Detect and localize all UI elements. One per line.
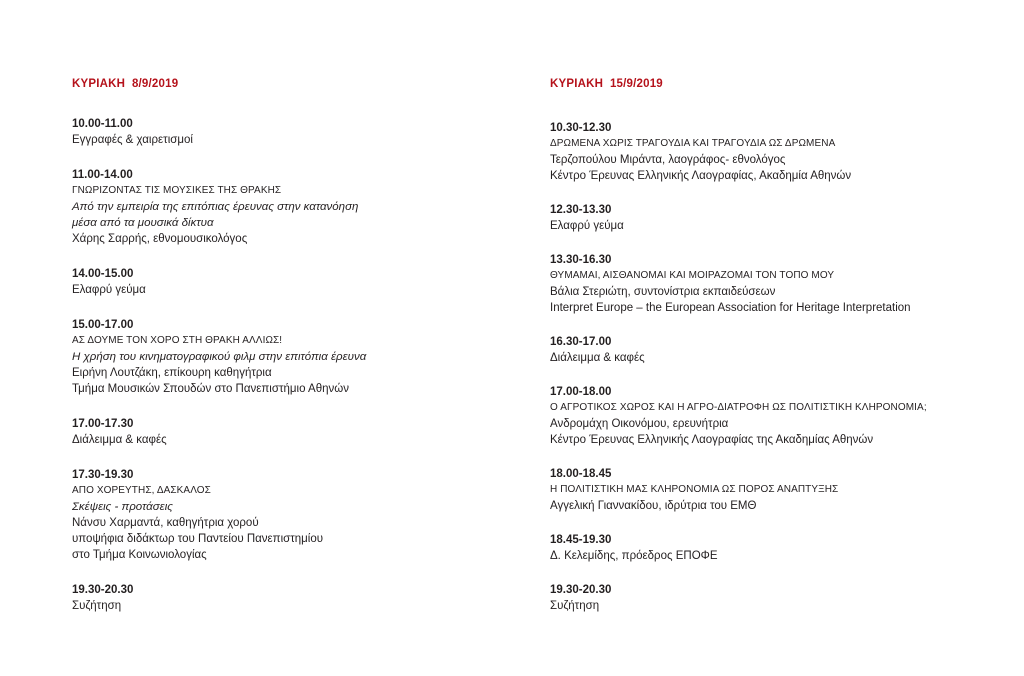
session-time: 10.00-11.00 [72,118,133,130]
session-block [550,582,990,614]
session-text: Δ. Κελεμίδης, πρόεδρος ΕΠΟΦΕ [550,550,718,562]
session-time: 12.30-13.30 [550,204,612,216]
session-time: 16.30-17.00 [550,336,612,348]
session-text: Ειρήνη Λουτζάκη, επίκουρη καθηγήτρια [72,367,272,379]
session-time: 18.00-18.45 [550,468,612,480]
session-block [550,384,990,448]
session-subtitle: Η χρήση του κινηματογραφικού φιλμ στην επιτόπια έρευνα [72,351,367,363]
session-time: 19.30-20.30 [72,584,134,596]
session-text: Εγγραφές & χαιρετισμοί [72,134,193,146]
session-block [550,252,990,316]
session-subtitle: Από την εμπειρία της επιτόπιας έρευνας στην κατανόηση [72,201,359,213]
session-text: Interpret Europe – the European Association for Heritage Interpretation [550,302,911,314]
day-title: ΚΥΡΙΑΚΗ 8/9/2019 [72,78,179,90]
session-text: Διάλειμμα & καφές [72,434,167,446]
session-block [550,334,990,366]
session-heading: Η ΠΟΛΙΤΙΣΤΙΚΗ ΜΑΣ ΚΛΗΡΟΝΟΜΙΑ ΩΣ ΠΟΡΟΣ ΑΝΑΠΤΥΞΗΣ [550,484,839,495]
session-heading: ΘΥΜΑΜΑΙ, ΑΙΣΘΑΝΟΜΑΙ ΚΑΙ ΜΟΙΡΑΖΟΜΑΙ ΤΟΝ ΤΟΠΟ ΜΟΥ [550,270,835,281]
session-text: Ελαφρύ γεύμα [72,284,146,296]
session-heading: ΔΡΩΜΕΝΑ ΧΩΡΙΣ ΤΡΑΓΟΥΔΙΑ ΚΑΙ ΤΡΑΓΟΥΔΙΑ ΩΣ ΔΡΩΜΕΝΑ [550,138,836,149]
session-heading: ΑΠΟ ΧΟΡΕΥΤΗΣ, ΔΑΣΚΑΛΟΣ [72,485,211,496]
session-block [72,116,492,148]
session-text: Ανδρομάχη Οικονόμου, ερευνήτρια [550,418,729,430]
session-block [72,416,492,448]
session-block [550,120,990,184]
session-text: Βάλια Στεριώτη, συντονίστρια εκπαιδεύσεων [550,286,776,298]
session-heading: Ο ΑΓΡΟΤΙΚΟΣ ΧΩΡΟΣ ΚΑΙ Η ΑΓΡΟ-ΔΙΑΤΡΟΦΗ ΩΣ ΠΟΛΙΤΙΣΤΙΚΗ ΚΛΗΡΟΝΟΜΙΑ; [550,402,927,413]
session-text: Συζήτηση [72,600,122,612]
session-list [550,120,990,614]
session-block [550,532,990,564]
session-text: Νάνσυ Χαρμαντά, καθηγήτρια χορού [72,517,259,529]
session-text: Αγγελική Γιαννακίδου, ιδρύτρια του ΕΜΘ [550,500,757,512]
session-time: 19.30-20.30 [550,584,612,596]
session-heading: ΓΝΩΡΙΖΟΝΤΑΣ ΤΙΣ ΜΟΥΣΙΚΕΣ ΤΗΣ ΘΡΑΚΗΣ [72,185,282,196]
session-block [550,466,990,514]
session-time: 13.30-16.30 [550,254,612,266]
session-block [72,266,492,298]
session-text: Κέντρο Έρευνας Ελληνικής Λαογραφίας της Ακαδημίας Αθηνών [550,434,874,446]
session-list [72,116,492,614]
session-time: 11.00-14.00 [72,169,133,181]
session-block [550,202,990,234]
program-column-left [72,78,492,633]
session-text: Διάλειμμα & καφές [550,352,645,364]
session-text: Συζήτηση [550,600,600,612]
session-text: στο Τμήμα Κοινωνιολογίας [72,549,207,561]
session-time: 18.45-19.30 [550,534,612,546]
session-block [72,317,492,397]
session-text: Τμήμα Μουσικών Σπουδών στο Πανεπιστήμιο Αθηνών [72,383,349,395]
day-title: ΚΥΡΙΑΚΗ 15/9/2019 [550,78,663,90]
session-block [72,167,492,247]
session-text: υποψήφια διδάκτωρ του Παντείου Πανεπιστημίου [72,533,324,545]
session-text: Κέντρο Έρευνας Ελληνικής Λαογραφίας, Ακαδημία Αθηνών [550,170,852,182]
session-time: 10.30-12.30 [550,122,612,134]
session-text: Χάρης Σαρρής, εθνομουσικολόγος [72,233,248,245]
session-text: Τερζοπούλου Μιράντα, λαογράφος- εθνολόγος [550,154,786,166]
session-block [72,582,492,614]
session-heading: ΑΣ ΔΟΥΜΕ ΤΟΝ ΧΟΡΟ ΣΤΗ ΘΡΑΚΗ ΑΛΛΙΩΣ! [72,335,283,346]
session-subtitle: Σκέψεις - προτάσεις [72,501,173,513]
session-subtitle: μέσα από τα μουσικά δίκτυα [72,217,214,229]
session-block [72,467,492,563]
session-time: 17.00-17.30 [72,418,134,430]
session-text: Ελαφρύ γεύμα [550,220,624,232]
program-column-right [550,78,990,632]
session-time: 17.30-19.30 [72,469,134,481]
session-time: 15.00-17.00 [72,319,134,331]
session-time: 14.00-15.00 [72,268,134,280]
session-time: 17.00-18.00 [550,386,612,398]
